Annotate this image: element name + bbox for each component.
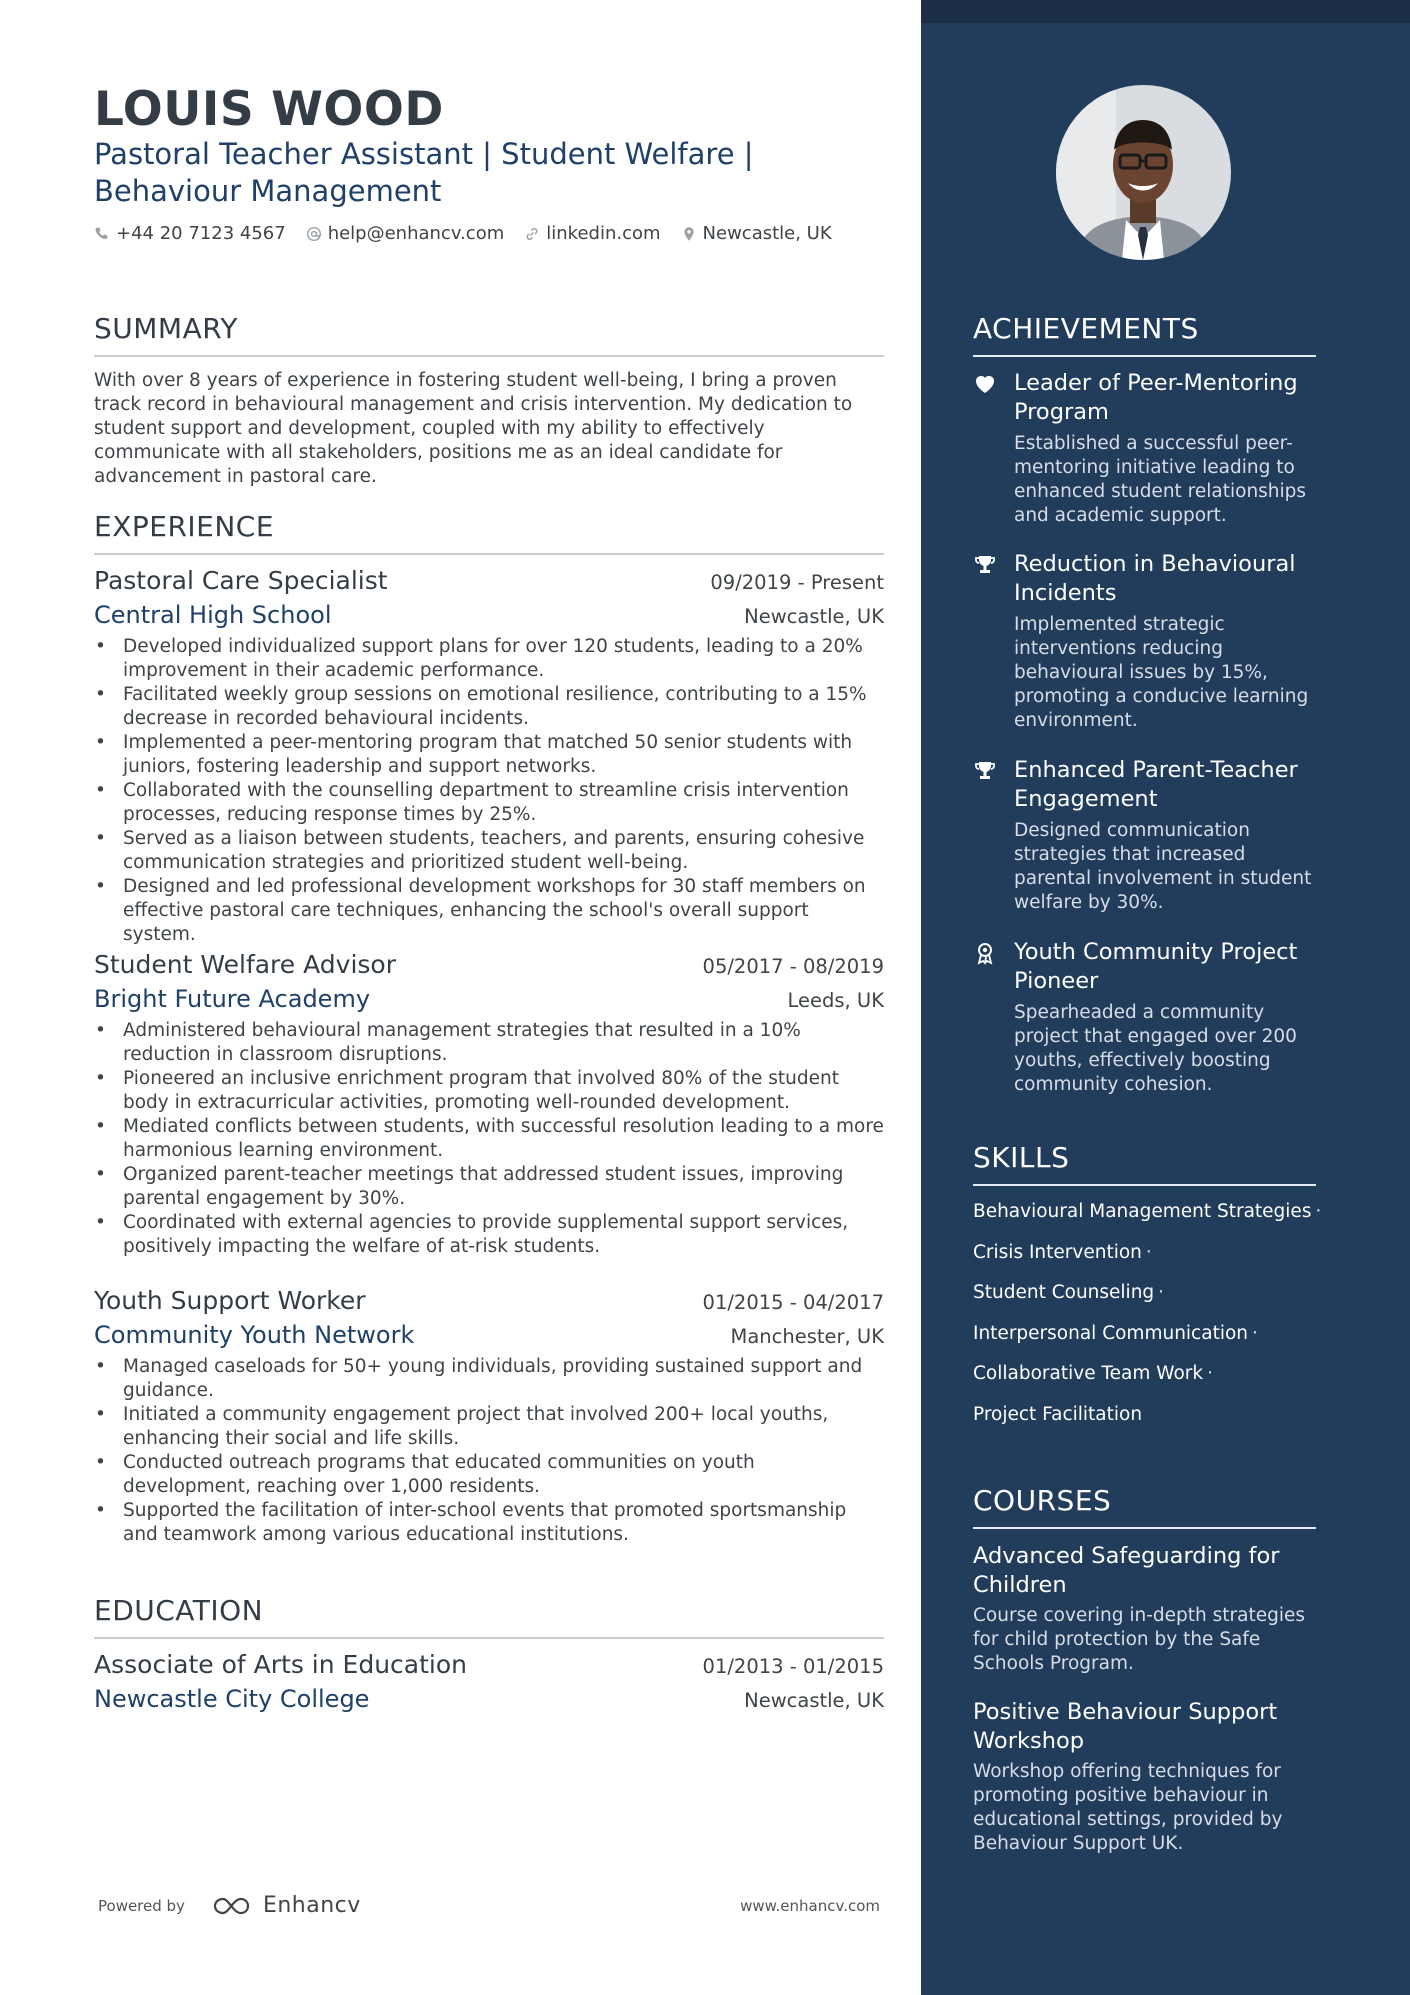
experience-title: EXPERIENCE [94, 510, 884, 555]
at-icon [306, 226, 322, 242]
sidebar [921, 0, 1410, 1995]
courses-section [973, 1484, 1316, 1854]
bullet-item: • Served as a liaison between students, teachers, and parents, ensuring cohesive communication strategies and prioritized student well-being. [94, 827, 884, 875]
bullet-item: • Initiated a community engagement project that involved 200+ local youths, enhancing their social and life skills. [94, 1403, 884, 1451]
bullet-item: • Facilitated weekly group sessions on emotional resilience, contributing to a 15% decrease in recorded behavioural incidents. [94, 683, 884, 731]
achievement-title: Enhanced Parent-Teacher Engagement [1014, 757, 1298, 812]
job-title: Youth Support Worker [94, 1286, 366, 1315]
enhancv-logo[interactable] [211, 1893, 361, 1918]
contact-location [681, 223, 832, 244]
bullet-item: • Pioneered an inclusive enrichment program that involved 80% of the student body in extracurricular activities, promoting well-rounded development. [94, 1067, 884, 1115]
skill-item: Student Counseling · [973, 1282, 1165, 1304]
bullet-item: • Conducted outreach programs that educated communities on youth development, reaching over 1,000 residents. [94, 1451, 884, 1499]
skills-list [973, 1200, 1322, 1444]
job-dates: 09/2019 - Present [710, 571, 884, 594]
achievement-title: Leader of Peer-Mentoring Program [1014, 370, 1298, 425]
bullet-item: • Organized parent-teacher meetings that addressed student issues, improving parental engagement by 30%. [94, 1163, 884, 1211]
achievement-item [973, 756, 1316, 915]
experience-entry [94, 1286, 884, 1547]
achievement-desc: Established a successful peer-mentoring initiative leading to enhanced student relationships and academic support. [1014, 433, 1307, 526]
skills-section [973, 1141, 1322, 1425]
bullet-item: • Managed caseloads for 50+ young individuals, providing sustained support and guidance. [94, 1355, 884, 1403]
course-desc: Course covering in-depth strategies for child protection by the Safe Schools Program. [973, 1605, 1306, 1674]
powered-by [98, 1893, 361, 1918]
trophy-icon [973, 759, 997, 783]
candidate-name: LOUIS WOOD [94, 82, 444, 137]
phone-icon [94, 226, 110, 242]
bullet-item: • Developed individualized support plans for over 120 students, leading to a 20% improvement in their academic performance. [94, 635, 884, 683]
bullet-item: • Collaborated with the counselling department to streamline crisis intervention processes, reducing response times by 25%. [94, 779, 884, 827]
courses-title: COURSES [973, 1484, 1316, 1529]
course-desc: Workshop offering techniques for promoting positive behaviour in educational settings, provided by Behaviour Support UK. [973, 1761, 1283, 1854]
experience-entry [94, 950, 884, 1259]
sidebar-top-strip [921, 0, 1410, 23]
job-location: Leeds, UK [787, 989, 884, 1012]
school-name: Newcastle City College [94, 1685, 370, 1713]
contact-bar [94, 223, 894, 244]
email-text: help@enhancv.com [327, 223, 505, 244]
bullet-item: • Coordinated with external agencies to provide supplemental support services, positively impacting the welfare of at-risk students. [94, 1211, 884, 1259]
job-title: Student Welfare Advisor [94, 950, 396, 979]
achievement-item [973, 369, 1316, 528]
skills-title: SKILLS [973, 1141, 1316, 1186]
website-link[interactable]: www.enhancv.com [740, 1896, 880, 1915]
achievement-desc: Designed communication strategies that increased parental involvement in student welfare by 30%. [1014, 820, 1312, 913]
course-item [973, 1698, 1316, 1856]
summary-section [94, 312, 884, 489]
achievement-desc: Implemented strategic interventions reducing behavioural issues by 15%, promoting a conducive learning environment. [1014, 614, 1309, 731]
linkedin-text: linkedin.com [546, 223, 661, 244]
bullet-item: • Administered behavioural management strategies that resulted in a 10% reduction in classroom disruptions. [94, 1019, 884, 1067]
company-name: Central High School [94, 601, 332, 629]
school-location: Newcastle, UK [744, 1689, 884, 1712]
bullet-item: • Supported the facilitation of inter-school events that promoted sportsmanship and teamwork among various educational institutions. [94, 1499, 884, 1547]
job-bullets [94, 635, 884, 947]
course-item [973, 1542, 1316, 1676]
skill-item: Collaborative Team Work · [973, 1363, 1213, 1385]
achievement-title: Youth Community Project Pioneer [1014, 939, 1298, 994]
contact-email[interactable] [306, 223, 505, 244]
skill-item: Project Facilitation [973, 1403, 1143, 1425]
phone-text: +44 20 7123 4567 [116, 223, 286, 244]
job-bullets [94, 1019, 884, 1259]
candidate-headline: Pastoral Teacher Assistant | Student Welfare | Behaviour Management [94, 137, 754, 208]
achievements-section [973, 312, 1316, 1095]
skill-item: Interpersonal Communication · [973, 1322, 1258, 1344]
contact-linkedin[interactable] [524, 223, 660, 244]
job-location: Manchester, UK [730, 1325, 884, 1348]
location-text: Newcastle, UK [702, 223, 832, 244]
company-name: Community Youth Network [94, 1321, 415, 1349]
achievement-desc: Spearheaded a community project that engaged over 200 youths, effectively boosting community cohesion. [1014, 1002, 1297, 1095]
footer [98, 1893, 880, 1918]
education-entry [94, 1650, 884, 1713]
summary-text: With over 8 years of experience in fostering student well-being, I bring a proven track record in behavioural management and crisis intervention. My dedication to student support and development, coupled with my ability to effectively communicate with all stakeholders, positions me as an ideal candidate for advancement in pastoral care. [94, 370, 853, 487]
location-pin-icon [681, 226, 697, 242]
contact-phone[interactable] [94, 223, 286, 244]
trophy-icon [973, 553, 997, 577]
bullet-item: • Designed and led professional development workshops for 30 staff members on effective pastoral care techniques, enhancing the school's overall support system. [94, 875, 884, 947]
job-bullets [94, 1355, 884, 1547]
summary-title: SUMMARY [94, 312, 884, 357]
enhancv-brand: Enhancv [262, 1893, 361, 1918]
job-title: Pastoral Care Specialist [94, 566, 388, 595]
avatar [1056, 85, 1231, 260]
achievement-item [973, 550, 1316, 733]
degree-title: Associate of Arts in Education [94, 1650, 467, 1679]
link-icon [524, 226, 540, 242]
achievements-title: ACHIEVEMENTS [973, 312, 1316, 357]
award-icon [973, 941, 997, 965]
job-dates: 01/2015 - 04/2017 [702, 1291, 884, 1314]
skill-item: Crisis Intervention · [973, 1241, 1152, 1263]
education-title: EDUCATION [94, 1594, 884, 1639]
achievement-title: Reduction in Behavioural Incidents [1014, 551, 1296, 606]
education-section [94, 1594, 884, 1639]
achievement-item [973, 938, 1316, 1097]
bullet-item: • Mediated conflicts between students, with successful resolution leading to a more harmonious learning environment. [94, 1115, 884, 1163]
enhancv-logo-icon [211, 1894, 257, 1918]
course-title: Advanced Safeguarding for Children [973, 1543, 1280, 1598]
experience-section [94, 510, 884, 555]
experience-entry [94, 566, 884, 947]
bullet-item: • Implemented a peer-mentoring program that matched 50 senior students with juniors, fostering leadership and support networks. [94, 731, 884, 779]
company-name: Bright Future Academy [94, 985, 371, 1013]
job-location: Newcastle, UK [744, 605, 884, 628]
heart-icon [973, 372, 997, 396]
powered-by-label: Powered by [98, 1896, 185, 1915]
education-dates: 01/2013 - 01/2015 [702, 1655, 884, 1678]
skill-item: Behavioural Management Strategies · [973, 1201, 1322, 1222]
job-dates: 05/2017 - 08/2019 [702, 955, 884, 978]
course-title: Positive Behaviour Support Workshop [973, 1699, 1278, 1754]
